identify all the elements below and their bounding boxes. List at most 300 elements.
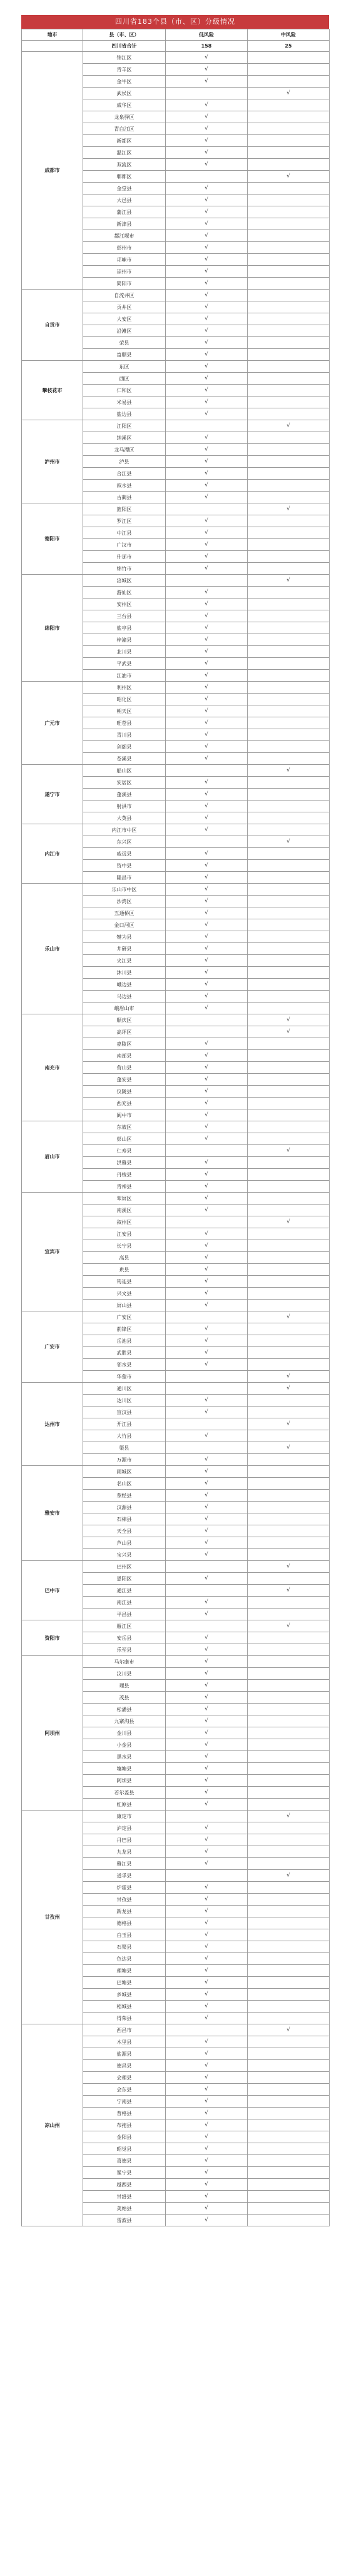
mid-risk-cell xyxy=(248,1407,330,1418)
mid-risk-cell xyxy=(248,444,330,456)
table-row xyxy=(22,1193,330,1205)
mid-risk-cell xyxy=(248,420,330,432)
check-mark: √ xyxy=(205,518,208,524)
county-cell: 沿滩区 xyxy=(83,325,166,337)
mid-risk-cell xyxy=(248,694,330,705)
table-row xyxy=(22,1014,330,1026)
low-risk-cell xyxy=(166,801,248,812)
check-mark: √ xyxy=(205,1991,208,1998)
check-mark: √ xyxy=(205,1944,208,1950)
city-cell: 广元市 xyxy=(22,682,83,765)
table-row xyxy=(22,1311,330,1323)
mid-risk-cell xyxy=(248,1846,330,1858)
check-mark: √ xyxy=(205,1468,208,1475)
city-cell: 巴中市 xyxy=(22,1561,83,1620)
low-risk-cell xyxy=(166,753,248,765)
county-cell: 大英县 xyxy=(83,812,166,824)
mid-risk-cell xyxy=(248,1632,330,1644)
low-risk-cell xyxy=(166,1882,248,1894)
mid-risk-cell xyxy=(248,1704,330,1715)
low-risk-cell xyxy=(166,634,248,646)
low-risk-cell xyxy=(166,492,248,503)
county-cell: 金阳县 xyxy=(83,2131,166,2143)
county-cell: 新都区 xyxy=(83,135,166,147)
county-cell: 通川区 xyxy=(83,1383,166,1395)
header-county: 县（市、区） xyxy=(83,29,166,41)
check-mark: √ xyxy=(205,993,208,999)
check-mark: √ xyxy=(205,375,208,381)
check-mark: √ xyxy=(205,934,208,940)
county-cell: 射洪市 xyxy=(83,801,166,812)
low-risk-cell xyxy=(166,420,248,432)
county-cell: 乡城县 xyxy=(83,1989,166,2001)
check-mark: √ xyxy=(205,363,208,370)
county-cell: 会东县 xyxy=(83,2084,166,2096)
low-risk-cell xyxy=(166,1715,248,1727)
mid-risk-cell xyxy=(248,1216,330,1228)
check-mark: √ xyxy=(205,1575,208,1582)
county-cell: 雁江区 xyxy=(83,1620,166,1632)
check-mark: √ xyxy=(205,1290,208,1296)
county-cell: 峨边县 xyxy=(83,979,166,991)
low-risk-cell xyxy=(166,705,248,717)
county-cell: 犍为县 xyxy=(83,931,166,943)
check-mark: √ xyxy=(205,482,208,488)
mid-risk-cell xyxy=(248,670,330,682)
low-risk-cell xyxy=(166,1300,248,1311)
mid-risk-cell xyxy=(248,587,330,599)
mid-risk-cell xyxy=(248,2131,330,2143)
low-risk-cell xyxy=(166,943,248,955)
check-mark: √ xyxy=(205,542,208,548)
county-cell: 平昌县 xyxy=(83,1609,166,1620)
low-risk-cell xyxy=(166,503,248,515)
check-mark: √ xyxy=(205,1361,208,1368)
county-cell: 甘洛县 xyxy=(83,2191,166,2203)
low-risk-cell xyxy=(166,135,248,147)
mid-risk-cell xyxy=(248,1787,330,1799)
mid-risk-cell xyxy=(248,1906,330,1917)
table-row xyxy=(22,1121,330,1133)
low-risk-cell xyxy=(166,1906,248,1917)
county-cell: 南部县 xyxy=(83,1050,166,1062)
mid-risk-cell xyxy=(248,111,330,123)
county-cell: 广安区 xyxy=(83,1311,166,1323)
total-label: 四川省合计 xyxy=(83,41,166,52)
county-cell: 江油市 xyxy=(83,670,166,682)
mid-risk-cell xyxy=(248,218,330,230)
county-cell: 成华区 xyxy=(83,99,166,111)
mid-risk-cell xyxy=(248,2143,330,2155)
low-risk-cell xyxy=(166,1395,248,1407)
check-mark: √ xyxy=(205,2158,208,2164)
mid-risk-cell xyxy=(248,2167,330,2179)
mid-risk-cell xyxy=(248,1145,330,1157)
mid-risk-cell xyxy=(248,1799,330,1811)
mid-risk-cell xyxy=(248,1454,330,1466)
table-row xyxy=(22,2024,330,2036)
check-mark: √ xyxy=(205,2003,208,2009)
low-risk-cell xyxy=(166,1335,248,1347)
mid-risk-cell xyxy=(248,622,330,634)
table-row xyxy=(22,1620,330,1632)
check-mark: √ xyxy=(205,1504,208,1510)
low-risk-cell xyxy=(166,599,248,610)
mid-risk-cell xyxy=(248,1335,330,1347)
check-mark: √ xyxy=(205,280,208,286)
low-risk-cell xyxy=(166,1121,248,1133)
mid-risk-cell xyxy=(248,919,330,931)
low-risk-cell xyxy=(166,1276,248,1288)
mid-risk-cell xyxy=(248,1941,330,1953)
mid-risk-cell xyxy=(248,2155,330,2167)
district-risk-sheet xyxy=(21,15,329,2226)
check-mark: √ xyxy=(286,1373,290,1380)
check-mark: √ xyxy=(205,2217,208,2223)
county-cell: 蓬溪县 xyxy=(83,789,166,801)
county-cell: 合江县 xyxy=(83,468,166,480)
mid-risk-cell xyxy=(248,2215,330,2226)
check-mark: √ xyxy=(205,1777,208,1784)
check-mark: √ xyxy=(205,2110,208,2116)
county-cell: 青神县 xyxy=(83,1181,166,1193)
county-cell: 大邑县 xyxy=(83,194,166,206)
check-mark: √ xyxy=(205,268,208,275)
mid-risk-cell xyxy=(248,1121,330,1133)
county-cell: 五通桥区 xyxy=(83,907,166,919)
low-risk-cell xyxy=(166,1977,248,1989)
city-cell: 眉山市 xyxy=(22,1121,83,1193)
county-cell: 新龙县 xyxy=(83,1906,166,1917)
mid-risk-cell xyxy=(248,1074,330,1086)
check-mark: √ xyxy=(286,90,290,96)
low-risk-cell xyxy=(166,456,248,468)
low-risk-cell xyxy=(166,468,248,480)
county-cell: 万源市 xyxy=(83,1454,166,1466)
check-mark: √ xyxy=(205,1540,208,1546)
low-risk-cell xyxy=(166,254,248,266)
county-cell: 绵竹市 xyxy=(83,563,166,575)
low-risk-cell xyxy=(166,1490,248,1502)
check-mark: √ xyxy=(205,1397,208,1403)
check-mark: √ xyxy=(205,672,208,679)
low-risk-cell xyxy=(166,2001,248,2013)
county-cell: 巴州区 xyxy=(83,1561,166,1573)
mid-risk-cell xyxy=(248,634,330,646)
risk-table xyxy=(21,29,330,2226)
low-risk-cell xyxy=(166,1668,248,1680)
low-risk-cell xyxy=(166,1751,248,1763)
low-risk-cell xyxy=(166,1157,248,1169)
low-risk-cell xyxy=(166,2048,248,2060)
check-mark: √ xyxy=(205,553,208,560)
county-cell: 泸定县 xyxy=(83,1822,166,1834)
low-risk-cell xyxy=(166,765,248,777)
county-cell: 昭化区 xyxy=(83,694,166,705)
low-risk-cell xyxy=(166,896,248,907)
check-mark: √ xyxy=(205,1670,208,1677)
county-cell: 盐亭县 xyxy=(83,622,166,634)
check-mark: √ xyxy=(205,458,208,465)
low-risk-cell xyxy=(166,444,248,456)
mid-risk-cell xyxy=(248,1050,330,1062)
low-risk-cell xyxy=(166,1288,248,1300)
low-risk-cell xyxy=(166,1953,248,1965)
mid-risk-cell xyxy=(248,1763,330,1775)
check-mark: √ xyxy=(205,66,208,73)
low-risk-cell xyxy=(166,480,248,492)
mid-risk-cell xyxy=(248,1466,330,1478)
county-cell: 炉霍县 xyxy=(83,1882,166,1894)
check-mark: √ xyxy=(205,649,208,655)
mid-risk-cell xyxy=(248,717,330,729)
mid-risk-cell xyxy=(248,1751,330,1763)
low-risk-cell xyxy=(166,183,248,194)
mid-risk-cell xyxy=(248,1597,330,1609)
county-cell: 武胜县 xyxy=(83,1347,166,1359)
check-mark: √ xyxy=(205,2134,208,2140)
mid-risk-cell xyxy=(248,1917,330,1929)
city-cell: 宜宾市 xyxy=(22,1193,83,1311)
low-risk-cell xyxy=(166,1311,248,1323)
city-cell: 阿坝州 xyxy=(22,1656,83,1811)
county-cell: 康定市 xyxy=(83,1811,166,1822)
county-cell: 旌阳区 xyxy=(83,503,166,515)
county-cell: 小金县 xyxy=(83,1739,166,1751)
check-mark: √ xyxy=(205,625,208,631)
low-risk-cell xyxy=(166,1240,248,1252)
check-mark: √ xyxy=(205,1599,208,1605)
low-risk-cell xyxy=(166,1763,248,1775)
low-risk-cell xyxy=(166,741,248,753)
mid-risk-cell xyxy=(248,194,330,206)
check-mark: √ xyxy=(205,316,208,322)
county-cell: 金口河区 xyxy=(83,919,166,931)
county-cell: 翠屏区 xyxy=(83,1193,166,1205)
mid-risk-cell xyxy=(248,456,330,468)
check-mark: √ xyxy=(286,1587,290,1594)
county-cell: 三台县 xyxy=(83,610,166,622)
check-mark: √ xyxy=(205,447,208,453)
mid-risk-cell xyxy=(248,1240,330,1252)
city-cell: 甘孜州 xyxy=(22,1811,83,2024)
mid-risk-cell xyxy=(248,1014,330,1026)
low-risk-cell xyxy=(166,1834,248,1846)
check-mark: √ xyxy=(205,2063,208,2069)
check-mark: √ xyxy=(286,1563,290,1570)
county-cell: 蓬安县 xyxy=(83,1074,166,1086)
county-cell: 北川县 xyxy=(83,646,166,658)
low-risk-cell xyxy=(166,1894,248,1906)
low-risk-cell xyxy=(166,2155,248,2167)
low-risk-cell xyxy=(166,1502,248,1513)
county-cell: 壤塘县 xyxy=(83,1763,166,1775)
check-mark: √ xyxy=(205,601,208,607)
mid-risk-cell xyxy=(248,432,330,444)
check-mark: √ xyxy=(205,351,208,358)
county-cell: 石渠县 xyxy=(83,1941,166,1953)
check-mark: √ xyxy=(205,1837,208,1843)
mid-risk-cell xyxy=(248,1834,330,1846)
mid-risk-cell xyxy=(248,99,330,111)
mid-risk-cell xyxy=(248,824,330,836)
low-risk-cell xyxy=(166,1822,248,1834)
total-low: 158 xyxy=(166,41,248,52)
mid-risk-cell xyxy=(248,1965,330,1977)
mid-risk-cell xyxy=(248,812,330,824)
check-mark: √ xyxy=(205,233,208,239)
low-risk-cell xyxy=(166,385,248,397)
mid-risk-cell xyxy=(248,1727,330,1739)
check-mark: √ xyxy=(205,1159,208,1166)
mid-risk-cell xyxy=(248,658,330,670)
county-cell: 米易县 xyxy=(83,397,166,408)
low-risk-cell xyxy=(166,1597,248,1609)
check-mark: √ xyxy=(205,886,208,892)
low-risk-cell xyxy=(166,824,248,836)
check-mark: √ xyxy=(205,2039,208,2045)
check-mark: √ xyxy=(205,1528,208,1534)
table-row xyxy=(22,765,330,777)
mid-risk-cell xyxy=(248,1418,330,1430)
county-cell: 广汉市 xyxy=(83,539,166,551)
mid-risk-cell xyxy=(248,1490,330,1502)
county-cell: 仪陇县 xyxy=(83,1086,166,1098)
low-risk-cell xyxy=(166,242,248,254)
mid-risk-cell xyxy=(248,1502,330,1513)
table-row xyxy=(22,420,330,432)
check-mark: √ xyxy=(205,957,208,964)
low-risk-cell xyxy=(166,1442,248,1454)
mid-risk-cell xyxy=(248,503,330,515)
low-risk-cell xyxy=(166,337,248,349)
county-cell: 甘孜县 xyxy=(83,1894,166,1906)
county-cell: 叙州区 xyxy=(83,1216,166,1228)
low-risk-cell xyxy=(166,1799,248,1811)
county-cell: 前锋区 xyxy=(83,1323,166,1335)
check-mark: √ xyxy=(205,2051,208,2057)
low-risk-cell xyxy=(166,1050,248,1062)
mid-risk-cell xyxy=(248,1062,330,1074)
check-mark: √ xyxy=(286,577,290,583)
mid-risk-cell xyxy=(248,551,330,563)
check-mark: √ xyxy=(205,387,208,393)
low-risk-cell xyxy=(166,159,248,171)
mid-risk-cell xyxy=(248,1038,330,1050)
check-mark: √ xyxy=(205,2098,208,2104)
mid-risk-cell xyxy=(248,1169,330,1181)
mid-risk-cell xyxy=(248,967,330,979)
check-mark: √ xyxy=(205,1266,208,1273)
county-cell: 丹棱县 xyxy=(83,1169,166,1181)
low-risk-cell xyxy=(166,349,248,361)
low-risk-cell xyxy=(166,1383,248,1395)
low-risk-cell xyxy=(166,872,248,884)
low-risk-cell xyxy=(166,1062,248,1074)
county-cell: 彭山区 xyxy=(83,1133,166,1145)
low-risk-cell xyxy=(166,1074,248,1086)
check-mark: √ xyxy=(205,399,208,405)
check-mark: √ xyxy=(205,862,208,869)
county-cell: 高县 xyxy=(83,1252,166,1264)
low-risk-cell xyxy=(166,860,248,872)
check-mark: √ xyxy=(286,506,290,512)
check-mark: √ xyxy=(205,720,208,726)
low-risk-cell xyxy=(166,1454,248,1466)
check-mark: √ xyxy=(205,1480,208,1487)
city-cell: 雅安市 xyxy=(22,1466,83,1561)
low-risk-cell xyxy=(166,1133,248,1145)
check-mark: √ xyxy=(205,898,208,904)
low-risk-cell xyxy=(166,991,248,1003)
low-risk-cell xyxy=(166,646,248,658)
county-cell: 高坪区 xyxy=(83,1026,166,1038)
low-risk-cell xyxy=(166,1418,248,1430)
mid-risk-cell xyxy=(248,599,330,610)
check-mark: √ xyxy=(205,470,208,477)
mid-risk-cell xyxy=(248,1929,330,1941)
table-row xyxy=(22,824,330,836)
low-risk-cell xyxy=(166,515,248,527)
county-cell: 九龙县 xyxy=(83,1846,166,1858)
low-risk-cell xyxy=(166,1169,248,1181)
check-mark: √ xyxy=(205,1694,208,1700)
mid-risk-cell xyxy=(248,468,330,480)
county-cell: 蒲江县 xyxy=(83,206,166,218)
county-cell: 渠县 xyxy=(83,1442,166,1454)
county-cell: 雨城区 xyxy=(83,1466,166,1478)
check-mark: √ xyxy=(205,1635,208,1641)
low-risk-cell xyxy=(166,2179,248,2191)
mid-risk-cell xyxy=(248,1561,330,1573)
mid-risk-cell xyxy=(248,1026,330,1038)
county-cell: 九寨沟县 xyxy=(83,1715,166,1727)
mid-risk-cell xyxy=(248,515,330,527)
low-risk-cell xyxy=(166,1407,248,1418)
mid-risk-cell xyxy=(248,242,330,254)
low-risk-cell xyxy=(166,1193,248,1205)
mid-risk-cell xyxy=(248,183,330,194)
check-mark: √ xyxy=(205,922,208,928)
check-mark: √ xyxy=(286,1314,290,1320)
county-cell: 嘉陵区 xyxy=(83,1038,166,1050)
low-risk-cell xyxy=(166,1656,248,1668)
header-low-risk: 低风险 xyxy=(166,29,248,41)
mid-risk-cell xyxy=(248,705,330,717)
county-cell: 营山县 xyxy=(83,1062,166,1074)
low-risk-cell xyxy=(166,1858,248,1870)
check-mark: √ xyxy=(205,1908,208,1914)
low-risk-cell xyxy=(166,1145,248,1157)
mid-risk-cell xyxy=(248,1811,330,1822)
county-cell: 布拖县 xyxy=(83,2119,166,2131)
low-risk-cell xyxy=(166,587,248,599)
low-risk-cell xyxy=(166,1537,248,1549)
low-risk-cell xyxy=(166,622,248,634)
low-risk-cell xyxy=(166,361,248,373)
city-cell: 资阳市 xyxy=(22,1620,83,1656)
county-cell: 道孚县 xyxy=(83,1870,166,1882)
table-row xyxy=(22,1561,330,1573)
mid-risk-cell xyxy=(248,1977,330,1989)
mid-risk-cell xyxy=(248,1300,330,1311)
county-cell: 宝兴县 xyxy=(83,1549,166,1561)
table-row xyxy=(22,1466,330,1478)
mid-risk-cell xyxy=(248,789,330,801)
county-cell: 井研县 xyxy=(83,943,166,955)
mid-risk-cell xyxy=(248,1323,330,1335)
county-cell: 洪雅县 xyxy=(83,1157,166,1169)
